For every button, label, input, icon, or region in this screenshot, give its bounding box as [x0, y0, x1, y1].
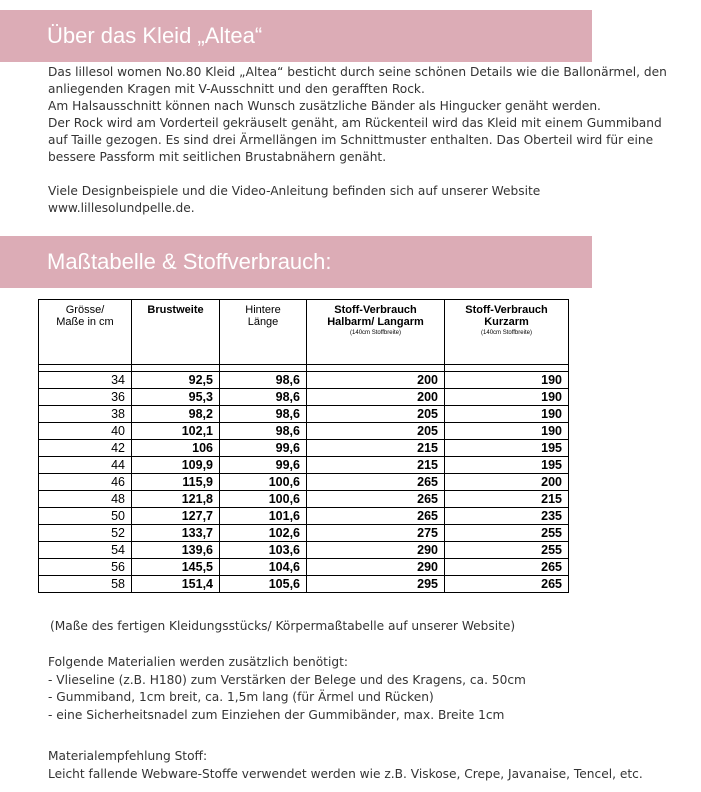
value-cell: 98,2	[132, 406, 220, 423]
table-row	[39, 542, 569, 559]
table-row	[39, 457, 569, 474]
table-row	[39, 406, 569, 423]
value-cell: 105,6	[220, 576, 307, 593]
size-cell: 36	[39, 389, 132, 406]
value-cell: 102,6	[220, 525, 307, 542]
value-cell: 200	[307, 389, 445, 406]
value-cell: 98,6	[220, 406, 307, 423]
value-cell: 145,5	[132, 559, 220, 576]
header-bust: Brustweite	[132, 300, 220, 365]
value-cell: 200	[445, 474, 569, 491]
value-cell: 265	[307, 474, 445, 491]
value-cell: 265	[307, 508, 445, 525]
value-cell: 265	[445, 576, 569, 593]
value-cell: 290	[307, 559, 445, 576]
description-line: Das lillesol women No.80 Kleid „Altea“ besticht durch seine schönen Details wie die Ballonärmel, den	[48, 65, 667, 79]
value-cell: 95,3	[132, 389, 220, 406]
recommendation-heading: Materialempfehlung Stoff:	[48, 749, 208, 763]
value-cell: 98,6	[220, 389, 307, 406]
size-cell: 46	[39, 474, 132, 491]
value-cell: 290	[307, 542, 445, 559]
materials-heading: Folgende Materialien werden zusätzlich benötigt:	[48, 655, 348, 669]
header-back-length: Hintere Länge	[220, 300, 307, 365]
table-row	[39, 508, 569, 525]
value-cell: 255	[445, 525, 569, 542]
value-cell: 215	[307, 457, 445, 474]
value-cell: 215	[445, 491, 569, 508]
description-line: Viele Designbeispiele und die Video-Anleitung befinden sich auf unserer Website	[48, 184, 541, 198]
size-cell: 40	[39, 423, 132, 440]
value-cell: 195	[445, 457, 569, 474]
description-line	[48, 166, 667, 183]
description-line: auf Taille gezogen. Es sind drei Ärmellängen im Schnittmuster enthalten. Das Oberteil wird für eine	[48, 133, 654, 147]
value-cell: 255	[445, 542, 569, 559]
recommendation-text: Leicht fallende Webware-Stoffe verwendet werden wie z.B. Viskose, Crepe, Javanaise, Tencel, etc.	[48, 767, 643, 781]
value-cell: 133,7	[132, 525, 220, 542]
description-paragraph	[48, 64, 667, 217]
value-cell: 205	[307, 423, 445, 440]
value-cell: 275	[307, 525, 445, 542]
table-row	[39, 440, 569, 457]
value-cell: 265	[445, 559, 569, 576]
value-cell: 99,6	[220, 440, 307, 457]
header-size: Grösse/ Maße in cm	[39, 300, 132, 365]
materials-item: - eine Sicherheitsnadel zum Einziehen der Gummibänder, max. Breite 1cm	[48, 707, 505, 722]
value-cell: 100,6	[220, 474, 307, 491]
value-cell: 265	[307, 491, 445, 508]
table-row	[39, 525, 569, 542]
size-cell: 58	[39, 576, 132, 593]
size-cell: 56	[39, 559, 132, 576]
description-line: Der Rock wird am Vorderteil gekräuselt genäht, am Rückenteil wird das Kleid mit einem Gummiband	[48, 116, 662, 130]
table-note: (Maße des fertigen Kleidungsstücks/ Körpermaßtabelle auf unserer Website)	[50, 619, 516, 633]
header-fabric-short: Stoff-Verbrauch Kurzarm (140cm Stoffbreite)	[445, 300, 569, 365]
table-row	[39, 423, 569, 440]
value-cell: 235	[445, 508, 569, 525]
value-cell: 215	[307, 440, 445, 457]
value-cell: 190	[445, 406, 569, 423]
section-title-banner	[0, 10, 592, 62]
value-cell: 98,6	[220, 423, 307, 440]
section-title: Über das Kleid „Altea“	[47, 23, 263, 48]
description-line: Am Halsausschnitt können nach Wunsch zusätzliche Bänder als Hingucker genäht werden.	[48, 99, 601, 113]
value-cell: 139,6	[132, 542, 220, 559]
table-row	[39, 389, 569, 406]
size-cell: 50	[39, 508, 132, 525]
value-cell: 121,8	[132, 491, 220, 508]
value-cell: 295	[307, 576, 445, 593]
value-cell: 115,9	[132, 474, 220, 491]
value-cell: 205	[307, 406, 445, 423]
size-cell: 48	[39, 491, 132, 508]
value-cell: 127,7	[132, 508, 220, 525]
value-cell: 200	[307, 372, 445, 389]
table-row	[39, 559, 569, 576]
materials-item: - Gummiband, 1cm breit, ca. 1,5m lang (für Ärmel und Rücken)	[48, 690, 434, 704]
size-cell: 42	[39, 440, 132, 457]
size-cell: 54	[39, 542, 132, 559]
size-cell: 52	[39, 525, 132, 542]
value-cell: 98,6	[220, 372, 307, 389]
value-cell: 100,6	[220, 491, 307, 508]
value-cell: 99,6	[220, 457, 307, 474]
value-cell: 109,9	[132, 457, 220, 474]
section-title-banner	[0, 236, 592, 288]
size-cell: 44	[39, 457, 132, 474]
value-cell: 102,1	[132, 423, 220, 440]
value-cell: 190	[445, 372, 569, 389]
value-cell: 103,6	[220, 542, 307, 559]
table-header-row	[39, 300, 569, 365]
table-row	[39, 491, 569, 508]
value-cell: 190	[445, 423, 569, 440]
value-cell: 151,4	[132, 576, 220, 593]
description-line: anliegenden Kragen mit V-Ausschnitt und den gerafften Rock.	[48, 82, 425, 96]
section-title: Maßtabelle & Stoffverbrauch:	[47, 249, 332, 274]
header-fabric-long: Stoff-Verbrauch Halbarm/ Langarm (140cm Stoffbreite)	[307, 300, 445, 365]
value-cell: 92,5	[132, 372, 220, 389]
size-table	[38, 299, 569, 593]
value-cell: 190	[445, 389, 569, 406]
table-row	[39, 576, 569, 593]
materials-list	[48, 654, 526, 724]
table-row	[39, 474, 569, 491]
materials-item: - Vlieseline (z.B. H180) zum Verstärken der Belege und des Kragens, ca. 50cm	[48, 672, 526, 687]
size-cell: 34	[39, 372, 132, 389]
value-cell: 106	[132, 440, 220, 457]
fabric-recommendation	[48, 747, 643, 783]
description-line: bessere Passform mit seitlichen Brustabnähern genäht.	[48, 150, 387, 164]
value-cell: 101,6	[220, 508, 307, 525]
value-cell: 195	[445, 440, 569, 457]
table-row	[39, 372, 569, 389]
value-cell: 104,6	[220, 559, 307, 576]
website-link[interactable]: www.lillesolundpelle.de.	[48, 201, 195, 215]
size-cell: 38	[39, 406, 132, 423]
